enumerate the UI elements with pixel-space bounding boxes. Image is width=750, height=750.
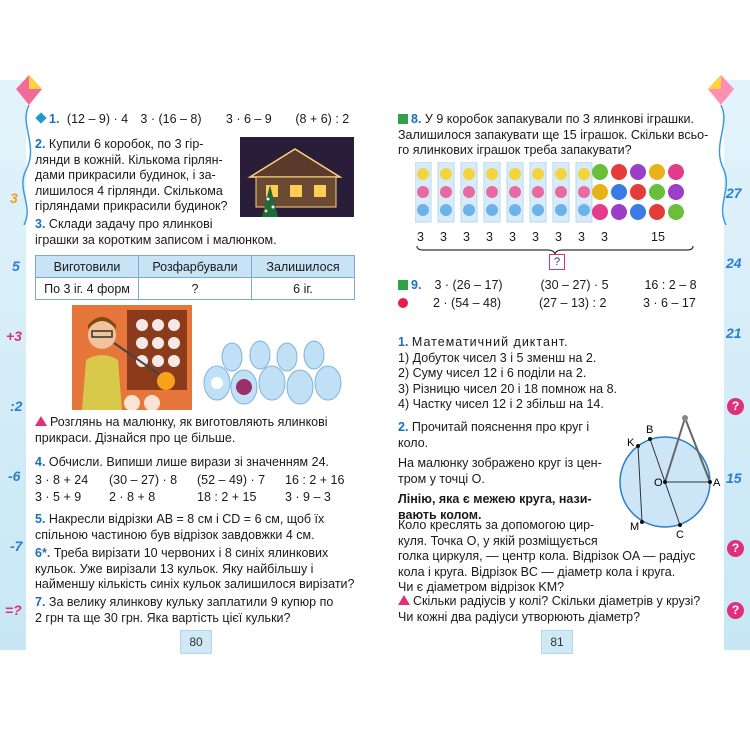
- list-item: 4) Частку чисел 12 і 2 збільш на 14.: [398, 397, 604, 411]
- list-item: 3) Різницю чисел 20 і 18 помнож на 8.: [398, 381, 617, 396]
- side-number: =?: [5, 602, 22, 618]
- count-label: 3: [555, 230, 562, 244]
- expression: 2 · 8 + 8: [109, 490, 156, 504]
- point-label: K: [627, 437, 635, 449]
- text-line: вають колом.: [398, 507, 482, 522]
- text-line: Обчисли. Випиши лише вирази зі значенням 24.: [48, 455, 329, 469]
- text-line: кола і круга. Відрізок BC — діаметр кола і круга.: [398, 564, 676, 579]
- side-number: -6: [8, 468, 21, 484]
- observe-task: [35, 415, 355, 446]
- triangle-icon: [35, 416, 47, 426]
- short-record-table: [35, 255, 355, 300]
- table-header: Розфарбували: [139, 256, 252, 278]
- count-label: 3: [509, 230, 516, 244]
- point-label: C: [676, 529, 684, 541]
- count-label: 15: [651, 230, 665, 244]
- side-number: 24: [726, 255, 742, 271]
- text-line: Залишилося запакувати ще 15 іграшок. Скільки всьо-: [398, 127, 709, 142]
- expression: 16 : 2 + 16: [285, 472, 345, 487]
- table-cell: По 3 іг. 4 форм: [36, 278, 139, 300]
- section-title: Математичний диктант.: [411, 335, 569, 349]
- count-label: 3: [601, 230, 608, 244]
- table-cell: ?: [139, 278, 252, 300]
- exercise-2-circle: [398, 420, 618, 523]
- exercise-number: 1.: [398, 335, 409, 349]
- exercise-2: [35, 137, 245, 215]
- page-number: 80: [180, 630, 212, 654]
- text-line: Прочитай пояснення про круг і: [411, 420, 590, 434]
- exercise-number: 9.: [411, 278, 422, 292]
- text-line: куля. Точка O, у якій розміщується: [398, 533, 598, 548]
- question-icon: ?: [727, 540, 744, 557]
- expression: 16 : 2 – 8: [644, 278, 697, 292]
- expression: (8 + 6) : 2: [295, 112, 350, 126]
- point-label: B: [646, 424, 654, 436]
- text-line: найменшу кількість синіх кульок залишилося вирізати?: [35, 577, 355, 591]
- question-box: ?: [549, 254, 565, 270]
- triangle-icon: [398, 595, 410, 605]
- exercise-number: 2.: [398, 420, 409, 434]
- text-line: лишилося 4 гірлянди. Скількома: [35, 183, 223, 198]
- exercise-4: [35, 455, 365, 506]
- point-label: M: [630, 521, 640, 533]
- expression: 3 · (16 – 8): [140, 112, 202, 126]
- text-line: Накресли відрізки AB = 8 см і CD = 6 см, щоб їх: [48, 512, 325, 526]
- point-label: A: [713, 477, 721, 489]
- text-line: Скільки радіусів у колі? Скільки діаметрів у крузі?: [413, 594, 701, 608]
- exercise-1: [35, 112, 355, 128]
- diamond-icon: [35, 112, 46, 123]
- exercise-5: [35, 512, 365, 543]
- exercise-number: 1.: [49, 112, 60, 126]
- text-line: Розглянь на малюнку, як виготовляють ялинкові: [50, 415, 328, 429]
- text-line: За велику ялинкову кульку заплатили 9 купюр по: [48, 595, 334, 609]
- text-line: 2 грн та ще 30 грн. Яка вартість цієї кульки?: [35, 610, 291, 625]
- side-number: 5: [12, 258, 20, 274]
- exercise-6: [35, 546, 365, 593]
- expression: 3 · 5 + 9: [35, 490, 82, 504]
- text-line: дами прикрасили будинок, і за-: [35, 168, 216, 182]
- expression: 3 · 6 – 9: [225, 112, 272, 126]
- table-header: Виготовили: [36, 256, 139, 278]
- expression: 2 · (54 – 48): [433, 295, 502, 310]
- text-line: Склади задачу про ялинкові: [48, 217, 213, 231]
- expression: (12 – 9) · 4: [66, 112, 129, 126]
- text-line: тром у точці O.: [398, 471, 485, 486]
- question-icon: ?: [727, 398, 744, 415]
- side-number: 27: [726, 185, 742, 201]
- exercise-9: [398, 278, 728, 311]
- exercise-number: 8.: [411, 112, 422, 126]
- exercise-8: [398, 112, 718, 159]
- expression: 3 · 9 – 3: [285, 490, 331, 504]
- expression: 3 · (26 – 17): [434, 278, 503, 292]
- count-label: 3: [578, 230, 585, 244]
- table-header: Залишилося: [252, 256, 355, 278]
- text-line: Коло креслять за допомогою цир-: [398, 518, 595, 532]
- exercise-3: [35, 217, 355, 248]
- glassblower-illustration: [72, 305, 352, 410]
- side-number: -7: [10, 538, 23, 554]
- text-line: кульок. Уже вирізали 13 кульок. Яку найбільшу і: [35, 561, 314, 576]
- list-item: 1) Добуток чисел 3 і 5 зменш на 2.: [398, 350, 597, 365]
- exercise-number: 3.: [35, 217, 46, 231]
- count-label: 3: [463, 230, 470, 244]
- text-line: Лінію, яка є межею круга, нази-: [398, 492, 592, 506]
- side-number: 3: [10, 190, 18, 206]
- expression: 18 : 2 + 15: [197, 490, 257, 504]
- text-line: Купили 6 коробок, по 3 гір-: [48, 137, 204, 151]
- side-number: 21: [726, 325, 742, 341]
- expression: (27 – 13) : 2: [539, 295, 607, 310]
- text-line: спільною частиною був відрізок завдовжки 4 см.: [35, 527, 315, 542]
- text-line: У 9 коробок запакували по 3 ялинкові іграшки.: [424, 112, 694, 126]
- math-dictation: [398, 335, 718, 413]
- side-number: 15: [726, 470, 742, 486]
- house-photo: [240, 137, 354, 217]
- side-number: :2: [10, 398, 23, 414]
- exercise-number: 6*.: [35, 546, 51, 560]
- exercise-number: 4.: [35, 455, 46, 469]
- count-label: 3: [486, 230, 493, 244]
- green-square-icon: [398, 280, 408, 290]
- green-square-icon: [398, 114, 408, 124]
- radius-question: [398, 594, 723, 625]
- expression: (52 – 49) · 7: [197, 472, 266, 487]
- text-line: Треба вирізати 10 червоних і 8 синіх ялинкових: [53, 546, 329, 560]
- table-cell: 6 іг.: [252, 278, 355, 300]
- ornament-boxes-illustration: [415, 162, 695, 227]
- page-number: 81: [541, 630, 573, 654]
- exercise-number: 2.: [35, 137, 46, 151]
- count-label: 3: [532, 230, 539, 244]
- text-line: коло.: [398, 435, 429, 450]
- text-line: го ялинкових іграшок треба запакувати?: [398, 143, 632, 157]
- exercise-7: [35, 595, 365, 626]
- expression: 3 · 6 – 17: [643, 295, 696, 310]
- expression: (30 – 27) · 5: [540, 278, 609, 292]
- text-line: Чи кожні два радіуси утворюють діаметр?: [398, 609, 641, 624]
- expression: (30 – 27) · 8: [109, 472, 178, 487]
- text-line: голка циркуля, — центр кола. Відрізок OA — радіус: [398, 549, 696, 563]
- text-line: гірляндами прикрасили будинок?: [35, 199, 228, 213]
- exercise-number: 7.: [35, 595, 46, 609]
- text-line: Чи є діаметром відрізок KM?: [398, 580, 565, 594]
- side-number: +3: [6, 328, 22, 344]
- count-label: 3: [417, 230, 424, 244]
- text-line: лянди в кожній. Кількома гірлян-: [35, 152, 223, 167]
- list-item: 2) Суму чисел 12 і 6 поділи на 2.: [398, 366, 587, 380]
- text-line: іграшки за коротким записом і малюнком.: [35, 232, 277, 247]
- red-dot-icon: [398, 298, 408, 308]
- expression: 3 · 8 + 24: [35, 472, 89, 487]
- count-label: 3: [440, 230, 447, 244]
- text-line: прикраси. Дізнайся про це більше.: [35, 430, 236, 445]
- exercise-number: 5.: [35, 512, 46, 526]
- compass-explanation: [398, 518, 723, 596]
- point-label: O: [654, 477, 663, 489]
- text-line: На малюнку зображено круг із цен-: [398, 456, 602, 470]
- question-icon: ?: [727, 602, 744, 619]
